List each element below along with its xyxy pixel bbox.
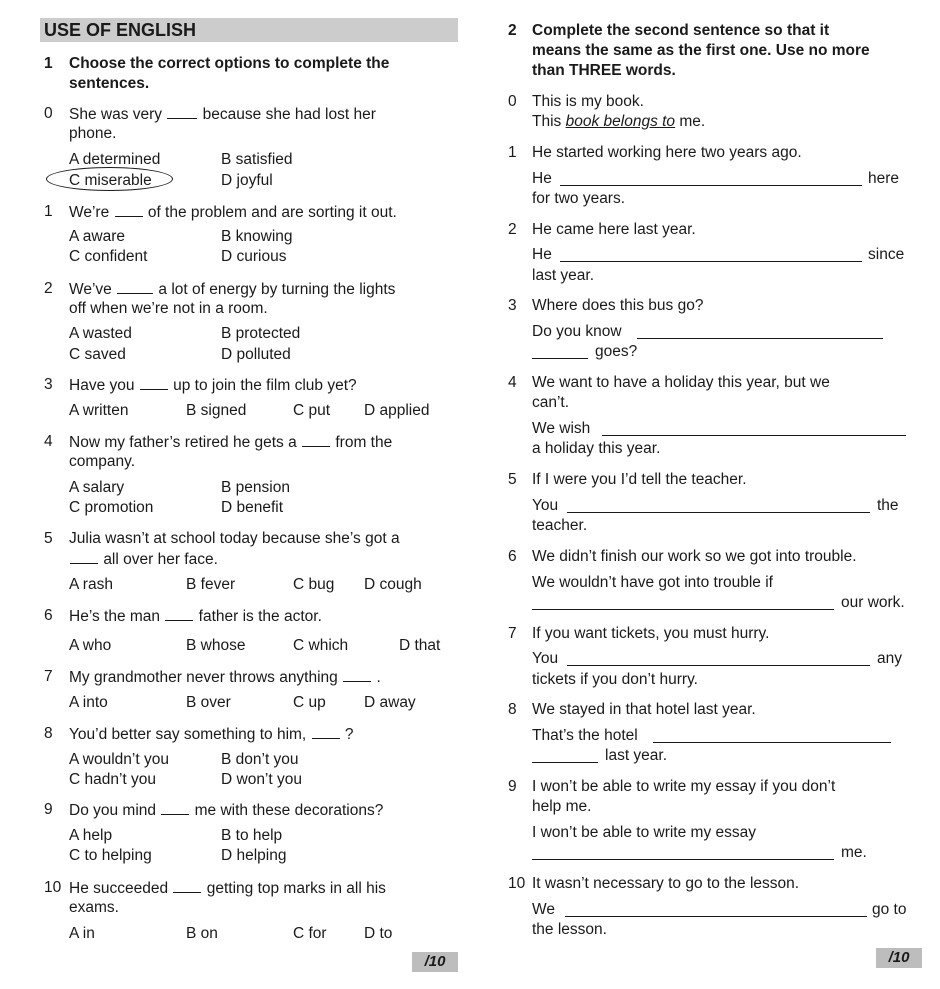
question-number: 10 bbox=[508, 875, 526, 892]
exercise-1-heading-line-1: Choose the correct options to complete the bbox=[69, 55, 390, 72]
exercise-1-heading-line-2: sentences. bbox=[69, 75, 150, 92]
option-d: D curious bbox=[221, 248, 287, 265]
exercise-2-heading-line-3: than THREE words. bbox=[532, 62, 676, 79]
option-b: B knowing bbox=[221, 228, 293, 245]
rewrite-start: We wish bbox=[532, 420, 591, 437]
option-a: A into bbox=[69, 694, 108, 711]
option-a: A determined bbox=[69, 151, 161, 168]
rewrite-start: We wouldn’t have got into trouble if bbox=[532, 574, 773, 591]
question-number: 0 bbox=[44, 105, 53, 122]
rewrite-cont: tickets if you don’t hurry. bbox=[532, 671, 698, 688]
score-box-exercise-2: /10 bbox=[876, 948, 922, 968]
question-number: 7 bbox=[44, 668, 53, 685]
rewrite-end: go to bbox=[872, 901, 907, 918]
rewrite-start: He bbox=[532, 246, 552, 263]
answer-line bbox=[560, 185, 862, 186]
answer-line bbox=[567, 512, 870, 513]
question-text: She was very because she had lost her bbox=[69, 106, 376, 123]
rewrite-start: Do you know bbox=[532, 323, 622, 340]
option-c: C put bbox=[293, 402, 331, 419]
question-number: 3 bbox=[508, 297, 517, 314]
option-d: D helping bbox=[221, 847, 287, 864]
option-b: B pension bbox=[221, 479, 290, 496]
question-sentence: If I were you I’d tell the teacher. bbox=[532, 471, 747, 488]
option-c: C up bbox=[293, 694, 326, 711]
question-number: 8 bbox=[44, 725, 53, 742]
option-c-selected: C miserable bbox=[69, 172, 152, 189]
question-number: 6 bbox=[44, 607, 53, 624]
question-sentence: Where does this bus go? bbox=[532, 297, 704, 314]
exercise-2-heading-line-2: means the same as the first one. Use no more bbox=[532, 42, 870, 59]
rewrite-start: I won’t be able to write my essay bbox=[532, 824, 756, 841]
score-box-exercise-1: /10 bbox=[412, 952, 458, 972]
option-d: D cough bbox=[364, 576, 422, 593]
exercise-1-number: 1 bbox=[44, 55, 53, 72]
option-b: B whose bbox=[186, 637, 246, 654]
question-sentence: We stayed in that hotel last year. bbox=[532, 701, 756, 718]
exercise-2-heading-line-1: Complete the second sentence so that it bbox=[532, 22, 830, 39]
option-b: B signed bbox=[186, 402, 247, 419]
option-c: C promotion bbox=[69, 499, 154, 516]
rewrite-cont: last year. bbox=[605, 747, 668, 764]
question-text: Julia wasn’t at school today because she’s got a bbox=[69, 530, 400, 547]
question-number: 1 bbox=[508, 144, 517, 161]
question-number: 5 bbox=[44, 530, 53, 547]
option-b: B satisfied bbox=[221, 151, 293, 168]
question-number: 1 bbox=[44, 203, 53, 220]
question-sentence: We want to have a holiday this year, but we bbox=[532, 374, 830, 391]
rewrite-start: That’s the hotel bbox=[532, 727, 638, 744]
question-text-cont: phone. bbox=[69, 125, 117, 142]
option-d: D to bbox=[364, 925, 393, 942]
option-c: C saved bbox=[69, 346, 126, 363]
question-sentence-cont: can’t. bbox=[532, 394, 570, 411]
question-number: 8 bbox=[508, 701, 517, 718]
question-sentence: He came here last year. bbox=[532, 221, 696, 238]
rewrite-cont: goes? bbox=[595, 343, 638, 360]
question-sentence: It wasn’t necessary to go to the lesson. bbox=[532, 875, 800, 892]
answer-line bbox=[567, 665, 870, 666]
question-number: 2 bbox=[508, 221, 517, 238]
option-a: A wasted bbox=[69, 325, 132, 342]
answer-circle bbox=[46, 167, 173, 191]
option-c: C to helping bbox=[69, 847, 152, 864]
question-sentence-cont: help me. bbox=[532, 798, 592, 815]
option-c: C confident bbox=[69, 248, 148, 265]
rewrite-start: You bbox=[532, 650, 559, 667]
rewrite-end: any bbox=[877, 650, 902, 667]
option-d: D joyful bbox=[221, 172, 273, 189]
question-sentence: We didn’t finish our work so we got into trouble. bbox=[532, 548, 857, 565]
section-title: USE OF ENGLISH bbox=[44, 20, 197, 40]
rewrite-cont: last year. bbox=[532, 267, 595, 284]
option-d: D applied bbox=[364, 402, 430, 419]
question-number: 0 bbox=[508, 93, 517, 110]
answer-line bbox=[532, 609, 834, 610]
question-text-cont: exams. bbox=[69, 899, 119, 916]
question-number: 10 bbox=[44, 879, 62, 896]
question-number: 7 bbox=[508, 625, 517, 642]
question-text-cont: company. bbox=[69, 453, 136, 470]
question-number: 2 bbox=[44, 280, 53, 297]
example-answer: This book belongs to me. bbox=[532, 113, 706, 130]
rewrite-end: our work. bbox=[841, 594, 905, 611]
option-d: D benefit bbox=[221, 499, 284, 516]
option-d: D won’t you bbox=[221, 771, 302, 788]
rewrite-end: me. bbox=[841, 844, 867, 861]
question-number: 5 bbox=[508, 471, 517, 488]
answer-line bbox=[560, 261, 862, 262]
option-b: B on bbox=[186, 925, 218, 942]
rewrite-cont: for two years. bbox=[532, 190, 626, 207]
option-d: D away bbox=[364, 694, 416, 711]
option-a: A aware bbox=[69, 228, 126, 245]
question-sentence: This is my book. bbox=[532, 93, 644, 110]
question-text: We’ve a lot of energy by turning the lights bbox=[69, 281, 396, 298]
option-a: A in bbox=[69, 925, 95, 942]
rewrite-cont: the lesson. bbox=[532, 921, 607, 938]
rewrite-end: here bbox=[868, 170, 900, 187]
rewrite-end: the bbox=[877, 497, 899, 514]
option-c: C hadn’t you bbox=[69, 771, 157, 788]
option-c: C for bbox=[293, 925, 327, 942]
option-a: A help bbox=[69, 827, 113, 844]
question-sentence: If you want tickets, you must hurry. bbox=[532, 625, 770, 642]
question-text-cont: all over her face. bbox=[69, 549, 218, 570]
question-text: My grandmother never throws anything . bbox=[69, 669, 381, 686]
answer-line bbox=[602, 435, 906, 436]
question-text: He succeeded getting top marks in all his bbox=[69, 880, 386, 897]
option-a: A rash bbox=[69, 576, 113, 593]
question-text: Now my father’s retired he gets a from the bbox=[69, 434, 393, 451]
option-d: D polluted bbox=[221, 346, 291, 363]
option-a: A wouldn’t you bbox=[69, 751, 169, 768]
option-a: A salary bbox=[69, 479, 125, 496]
option-b: B protected bbox=[221, 325, 301, 342]
answer-line bbox=[565, 916, 867, 917]
option-d: D that bbox=[399, 637, 441, 654]
answer-line bbox=[532, 358, 588, 359]
answer-line bbox=[532, 859, 834, 860]
question-number: 6 bbox=[508, 548, 517, 565]
question-text: We’re of the problem and are sorting it out. bbox=[69, 204, 397, 221]
question-text: Do you mind me with these decorations? bbox=[69, 802, 384, 819]
option-b: B fever bbox=[186, 576, 236, 593]
option-c: C which bbox=[293, 637, 349, 654]
question-text: Have you up to join the film club yet? bbox=[69, 377, 357, 394]
option-c: C bug bbox=[293, 576, 335, 593]
question-number: 4 bbox=[44, 433, 53, 450]
question-number: 9 bbox=[508, 778, 517, 795]
answer-line bbox=[637, 338, 883, 339]
option-b: B to help bbox=[221, 827, 283, 844]
question-number: 4 bbox=[508, 374, 517, 391]
option-b: B over bbox=[186, 694, 231, 711]
rewrite-end: since bbox=[868, 246, 905, 263]
question-text: He’s the man father is the actor. bbox=[69, 608, 322, 625]
rewrite-cont: a holiday this year. bbox=[532, 440, 661, 457]
question-text: You’d better say something to him, ? bbox=[69, 726, 354, 743]
option-a: A written bbox=[69, 402, 129, 419]
answer-line bbox=[532, 762, 598, 763]
option-a: A who bbox=[69, 637, 112, 654]
rewrite-start: You bbox=[532, 497, 559, 514]
rewrite-start: He bbox=[532, 170, 552, 187]
rewrite-start: We bbox=[532, 901, 555, 918]
answer-line bbox=[653, 742, 891, 743]
question-sentence: He started working here two years ago. bbox=[532, 144, 802, 161]
question-text-cont: off when we’re not in a room. bbox=[69, 300, 268, 317]
question-sentence: I won’t be able to write my essay if you don’t bbox=[532, 778, 836, 795]
option-b: B don’t you bbox=[221, 751, 299, 768]
question-number: 3 bbox=[44, 376, 53, 393]
exercise-2-number: 2 bbox=[508, 22, 517, 39]
question-number: 9 bbox=[44, 801, 53, 818]
rewrite-cont: teacher. bbox=[532, 517, 588, 534]
